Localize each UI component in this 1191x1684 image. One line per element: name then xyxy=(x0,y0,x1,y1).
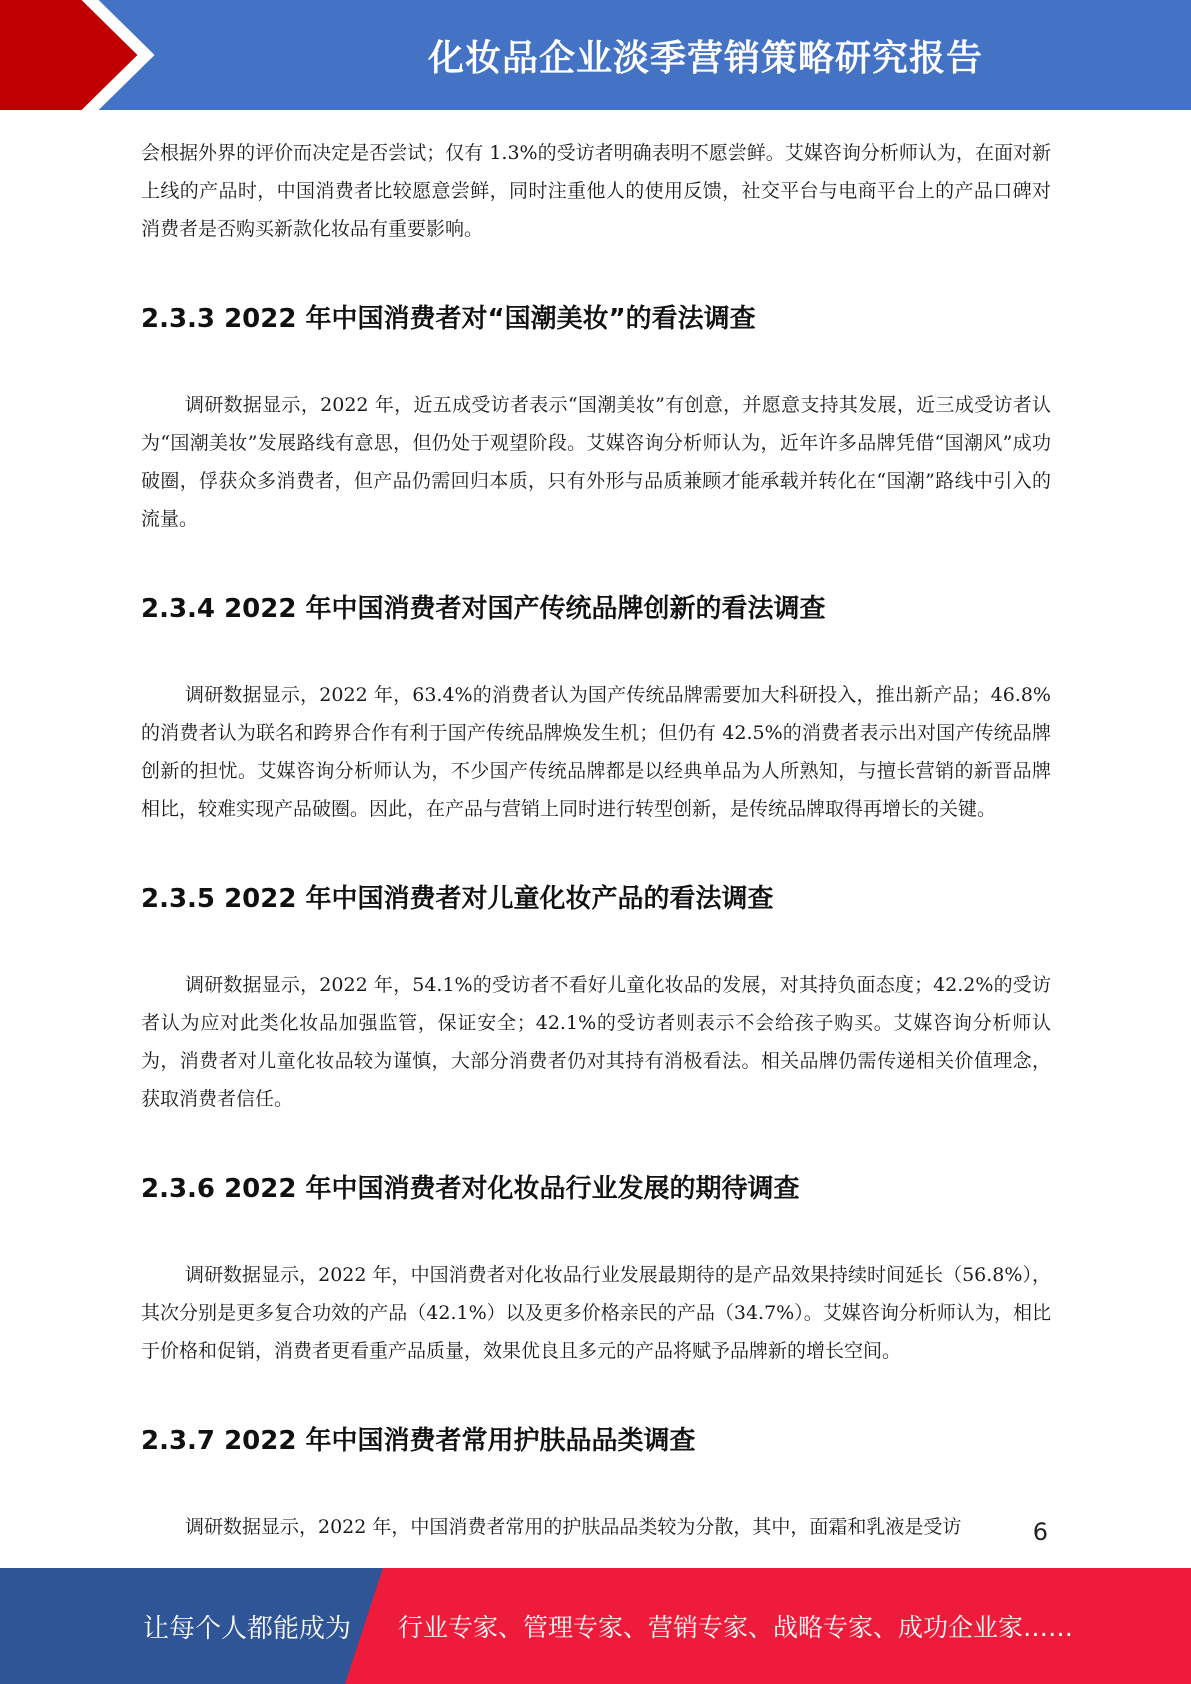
intro-paragraph: 会根据外界的评价而决定是否尝试；仅有 1.3%的受访者明确表明不愿尝鲜。艾媒咨询分析师认为，在面对新上线的产品时，中国消费者比较愿意尝鲜，同时注重他人的使用反馈，社交平台与电商平台上的产品口碑对消费者是否购买新款化妆品有重要影响。 xyxy=(141,142,1051,240)
page-number: 6 xyxy=(1032,1518,1048,1546)
page-header xyxy=(0,0,1191,110)
report-title: 化妆品企业淡季营销策略研究报告 xyxy=(427,37,983,79)
footer-slogan-right: 行业专家、管理专家、营销专家、战略专家、成功企业家…… xyxy=(398,1613,1074,1642)
section-body-2-3-3: 调研数据显示，2022 年，近五成受访者表示“国潮美妆”有创意，并愿意支持其发展，近三成受访者认为“国潮美妆”发展路线有意思，但仍处于观望阶段。艾媒咨询分析师认为，近年许多品牌凭借“国潮风”成功破圈，俘获众多消费者，但产品仍需回归本质，只有外形与品质兼顾才能承载并转化在“国潮”路线中引入的流量。 xyxy=(141,394,1051,530)
section-heading-2-3-3: 2.3.3 2022 年中国消费者对“国潮美妆”的看法调查 xyxy=(141,304,756,334)
section-heading-2-3-5: 2.3.5 2022 年中国消费者对儿童化妆产品的看法调查 xyxy=(141,884,774,914)
section-heading-2-3-4: 2.3.4 2022 年中国消费者对国产传统品牌创新的看法调查 xyxy=(141,594,826,624)
footer-slogan-left: 让每个人都能成为 xyxy=(143,1613,352,1644)
page-content xyxy=(141,134,1051,1546)
section-body-2-3-6: 调研数据显示，2022 年，中国消费者对化妆品行业发展最期待的是产品效果持续时间延长（56.8%），其次分别是更多复合功效的产品（42.1%）以及更多价格亲民的产品（34.7%）。艾媒咨询分析师认为，相比于价格和促销，消费者更看重产品质量，效果优良且多元的产品将赋予品牌新的增长空间。 xyxy=(141,1264,1051,1362)
section-heading-2-3-6: 2.3.6 2022 年中国消费者对化妆品行业发展的期待调查 xyxy=(141,1174,800,1204)
red-arrow-shape xyxy=(0,0,140,110)
header-arrow-graphic xyxy=(0,0,160,110)
page-footer xyxy=(0,1568,1191,1684)
section-body-2-3-7: 调研数据显示，2022 年，中国消费者常用的护肤品品类较为分散，其中，面霜和乳液是受访 xyxy=(185,1516,962,1538)
section-body-2-3-5: 调研数据显示，2022 年，54.1%的受访者不看好儿童化妆品的发展，对其持负面态度；42.2%的受访者认为应对此类化妆品加强监管，保证安全；42.1%的受访者则表示不会给孩子购买。艾媒咨询分析师认为，消费者对儿童化妆品较为谨慎，大部分消费者仍对其持有消极看法。相关品牌仍需传递相关价值理念，获取消费者信任。 xyxy=(141,974,1051,1110)
section-body-2-3-4: 调研数据显示，2022 年，63.4%的消费者认为国产传统品牌需要加大科研投入，推出新产品；46.8%的消费者认为联名和跨界合作有利于国产传统品牌焕发生机；但仍有 42.5%的消费者表示出对国产传统品牌创新的担忧。艾媒咨询分析师认为，不少国产传统品牌都是以经典单品为人所熟知，与擅长营销的新晋品牌相比，较难实现产品破圈。因此，在产品与营销上同时进行转型创新，是传统品牌取得再增长的关键。 xyxy=(141,684,1051,820)
section-heading-2-3-7: 2.3.7 2022 年中国消费者常用护肤品品类调查 xyxy=(141,1426,696,1456)
